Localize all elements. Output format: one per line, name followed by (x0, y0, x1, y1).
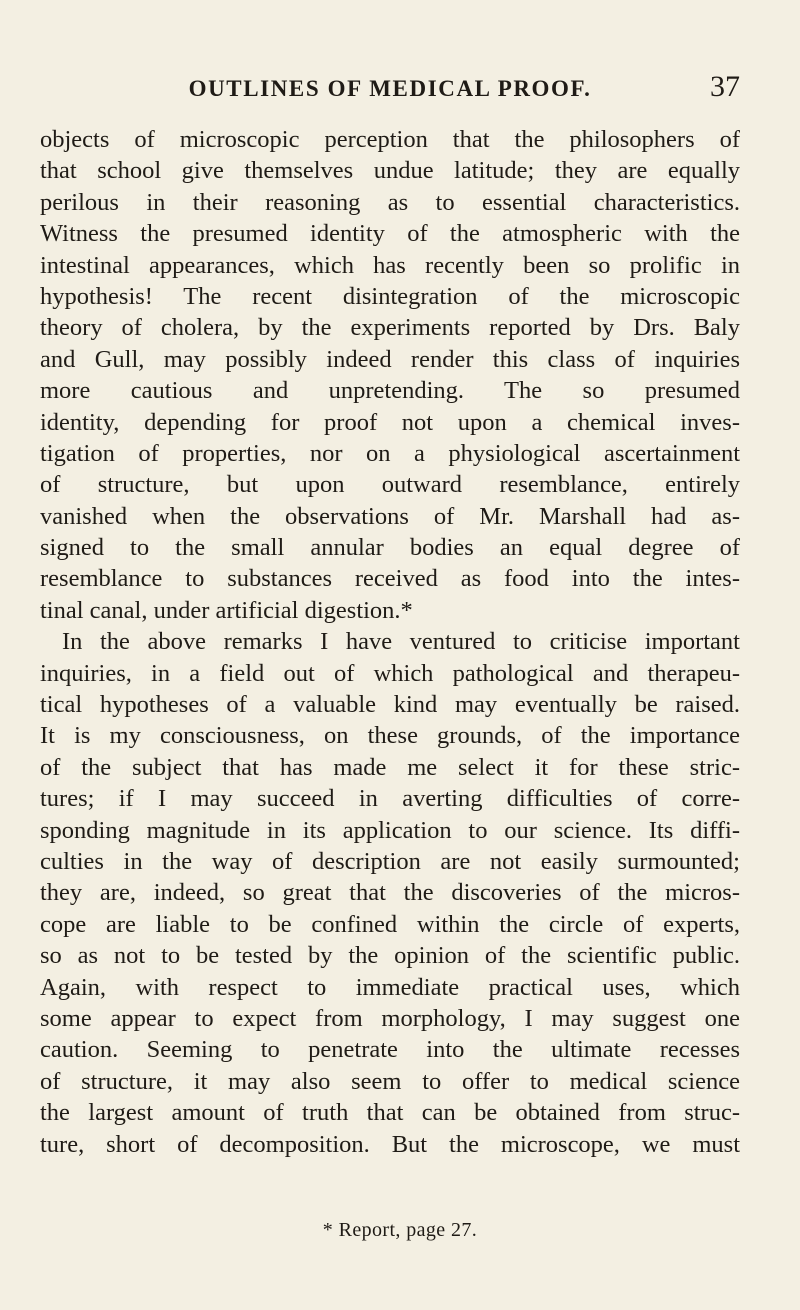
text-line: cope are liable to be confined within the circle of experts, (40, 910, 740, 938)
text-line: ture, short of decomposition. But the microscope, we must (40, 1130, 740, 1158)
text-line: resemblance to substances received as food into the intes- (40, 565, 740, 593)
text-line: objects of microscopic perception that the philosophers of (40, 126, 740, 153)
text-line: the largest amount of truth that can be obtained from struc- (40, 1099, 740, 1127)
text-line: they are, indeed, so great that the discoveries of the micros- (40, 879, 740, 907)
text-line: identity, depending for proof not upon a chemical inves- (40, 408, 740, 436)
text-line: of the subject that has made me select it for these stric- (40, 753, 740, 781)
text-line: Witness the presumed identity of the atmospheric with the (40, 220, 740, 248)
text-line: and Gull, may possibly indeed render this class of inquiries (40, 345, 740, 373)
text-line: inquiries, in a field out of which pathological and therapeu- (40, 659, 740, 687)
text-line: tures; if I may succeed in averting difficulties of corre- (40, 785, 740, 813)
text-line: some appear to expect from morphology, I may suggest one (40, 1004, 740, 1032)
text-line: hypothesis! The recent disintegration of the microscopic (40, 282, 740, 310)
running-title: OUTLINES OF MEDICAL PROOF. (188, 76, 592, 101)
text-line: that school give themselves undue latitude; they are equally (40, 157, 740, 185)
text-line: culties in the way of description are not easily surmounted; (40, 847, 740, 875)
text-line: so as not to be tested by the opinion of the scientific public. (40, 942, 740, 970)
text-line: signed to the small annular bodies an equal degree of (40, 534, 740, 562)
paragraph-start-line: In the above remarks I have ventured to criticise important (62, 628, 740, 656)
text-line: Again, with respect to immediate practical uses, which (40, 973, 740, 1001)
footnote: * Report, page 27. (322, 1219, 478, 1241)
text-line: of structure, but upon outward resemblance, entirely (40, 471, 740, 499)
text-line: caution. Seeming to penetrate into the ultimate recesses (40, 1036, 740, 1064)
page-number: 37 (710, 70, 740, 103)
text-line: theory of cholera, by the experiments reported by Drs. Baly (40, 314, 740, 342)
text-line: more cautious and unpretending. The so presumed (40, 377, 740, 405)
body-text (40, 124, 740, 1160)
text-line: sponding magnitude in its application to our science. Its diffi- (40, 816, 740, 844)
text-line: tigation of properties, nor on a physiological ascertainment (40, 439, 740, 467)
text-line: tinal canal, under artificial digestion.* (40, 596, 413, 624)
running-head (40, 70, 740, 116)
text-line: perilous in their reasoning as to essential characteristics. (40, 188, 740, 216)
text-line: It is my consciousness, on these grounds, of the importance (40, 722, 740, 750)
text-line: vanished when the observations of Mr. Marshall had as- (40, 502, 740, 530)
text-line: tical hypotheses of a valuable kind may eventually be raised. (40, 691, 740, 719)
text-line: of structure, it may also seem to offer to medical science (40, 1067, 740, 1095)
text-line: intestinal appearances, which has recently been so prolific in (40, 251, 740, 279)
